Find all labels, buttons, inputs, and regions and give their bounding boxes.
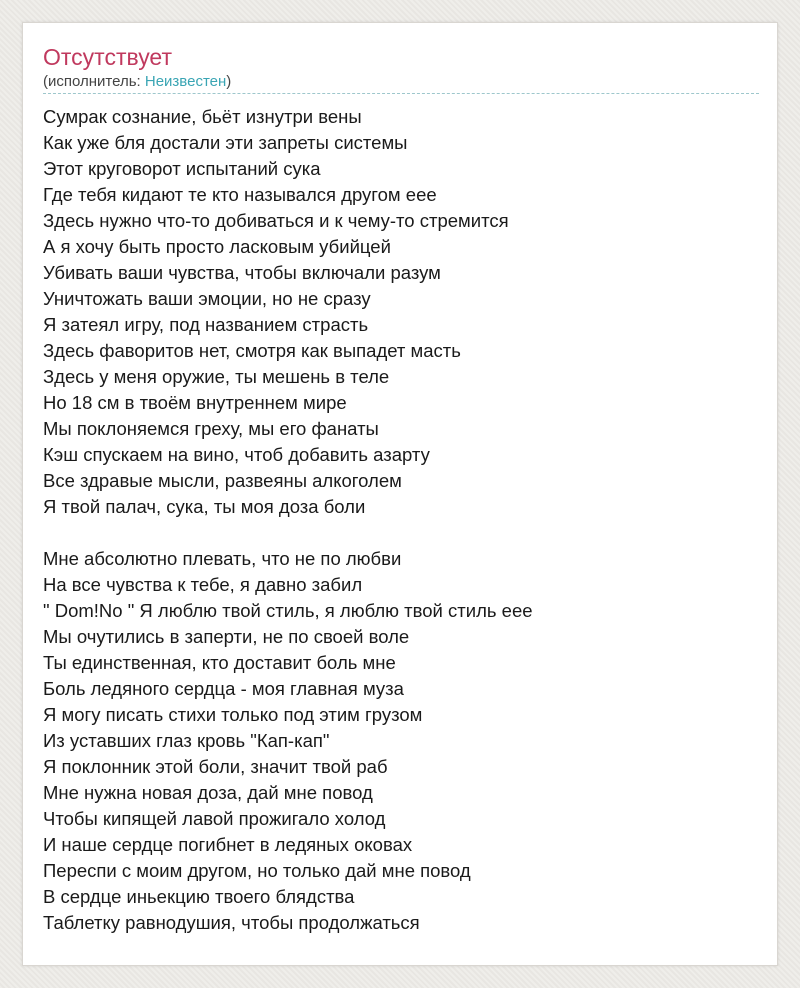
lyric-line: Мы поклоняемся греху, мы его фанаты <box>43 418 379 439</box>
lyrics-stanza <box>43 104 533 520</box>
lyric-line: Как уже бля достали эти запреты системы <box>43 132 408 153</box>
lyric-line: Ты единственная, кто доставит боль мне <box>43 652 396 673</box>
lyric-line: Здесь фаворитов нет, смотря как выпадет масть <box>43 340 461 361</box>
lyric-line: Из уставших глаз кровь "Кап-кап" <box>43 730 330 751</box>
artist-link[interactable]: Неизвестен <box>144 73 227 90</box>
lyric-line: Боль ледяного сердца - моя главная муза <box>43 678 404 699</box>
lyrics-card <box>22 22 778 966</box>
meta-prefix: (исполнитель: <box>43 73 145 90</box>
lyric-line: Я затеял игру, под названием страсть <box>43 314 369 335</box>
meta-suffix: ) <box>226 73 232 90</box>
lyric-line: Кэш спускаем на вино, чтоб добавить азарту <box>43 444 430 465</box>
lyrics-text <box>43 104 533 962</box>
lyric-line: На все чувства к тебе, я давно забил <box>43 574 363 595</box>
lyric-line: Здесь у меня оружие, ты мешень в теле <box>43 366 390 387</box>
lyric-line: Где тебя кидают те кто назывался другом еее <box>43 184 437 205</box>
lyric-line: Этот круговорот испытаний сука <box>43 158 321 179</box>
lyric-line: Я твой палач, сука, ты моя доза боли <box>43 496 366 517</box>
lyric-line: В сердце иньекцию твоего блядства <box>43 886 355 907</box>
lyric-line: Я могу писать стихи только под этим грузом <box>43 704 423 725</box>
lyric-line: Сумрак сознание, бьёт изнутри вены <box>43 106 362 127</box>
lyric-line: Мне абсолютно плевать, что не по любви <box>43 548 402 569</box>
lyric-line: Уничтожать ваши эмоции, но не сразу <box>43 288 371 309</box>
lyric-line: А я хочу быть просто ласковым убийцей <box>43 236 391 257</box>
lyric-line: Переспи с моим другом, но только дай мне повод <box>43 860 471 881</box>
lyric-line: Все здравые мысли, развеяны алкоголем <box>43 470 402 491</box>
lyric-line: Я поклонник этой боли, значит твой раб <box>43 756 388 777</box>
lyrics-stanza <box>43 546 533 936</box>
lyric-line: Убивать ваши чувства, чтобы включали разум <box>43 262 441 283</box>
header-divider <box>43 93 759 94</box>
lyric-line: Здесь нужно что-то добиваться и к чему-то стремится <box>43 210 509 231</box>
lyric-line: " Dom!No " Я люблю твой стиль, я люблю твой стиль еее <box>43 600 533 621</box>
lyric-line: Таблетку равнодушия, чтобы продолжаться <box>43 912 420 933</box>
song-meta <box>43 73 231 91</box>
lyric-line: И наше сердце погибнет в ледяных оковах <box>43 834 413 855</box>
lyric-line: Мы очутились в заперти, не по своей воле <box>43 626 410 647</box>
lyric-line: Чтобы кипящей лавой прожигало холод <box>43 808 386 829</box>
lyric-line: Мне нужна новая доза, дай мне повод <box>43 782 373 803</box>
song-title: Отсутствует <box>43 44 172 70</box>
lyric-line: Но 18 см в твоём внутреннем мире <box>43 392 347 413</box>
